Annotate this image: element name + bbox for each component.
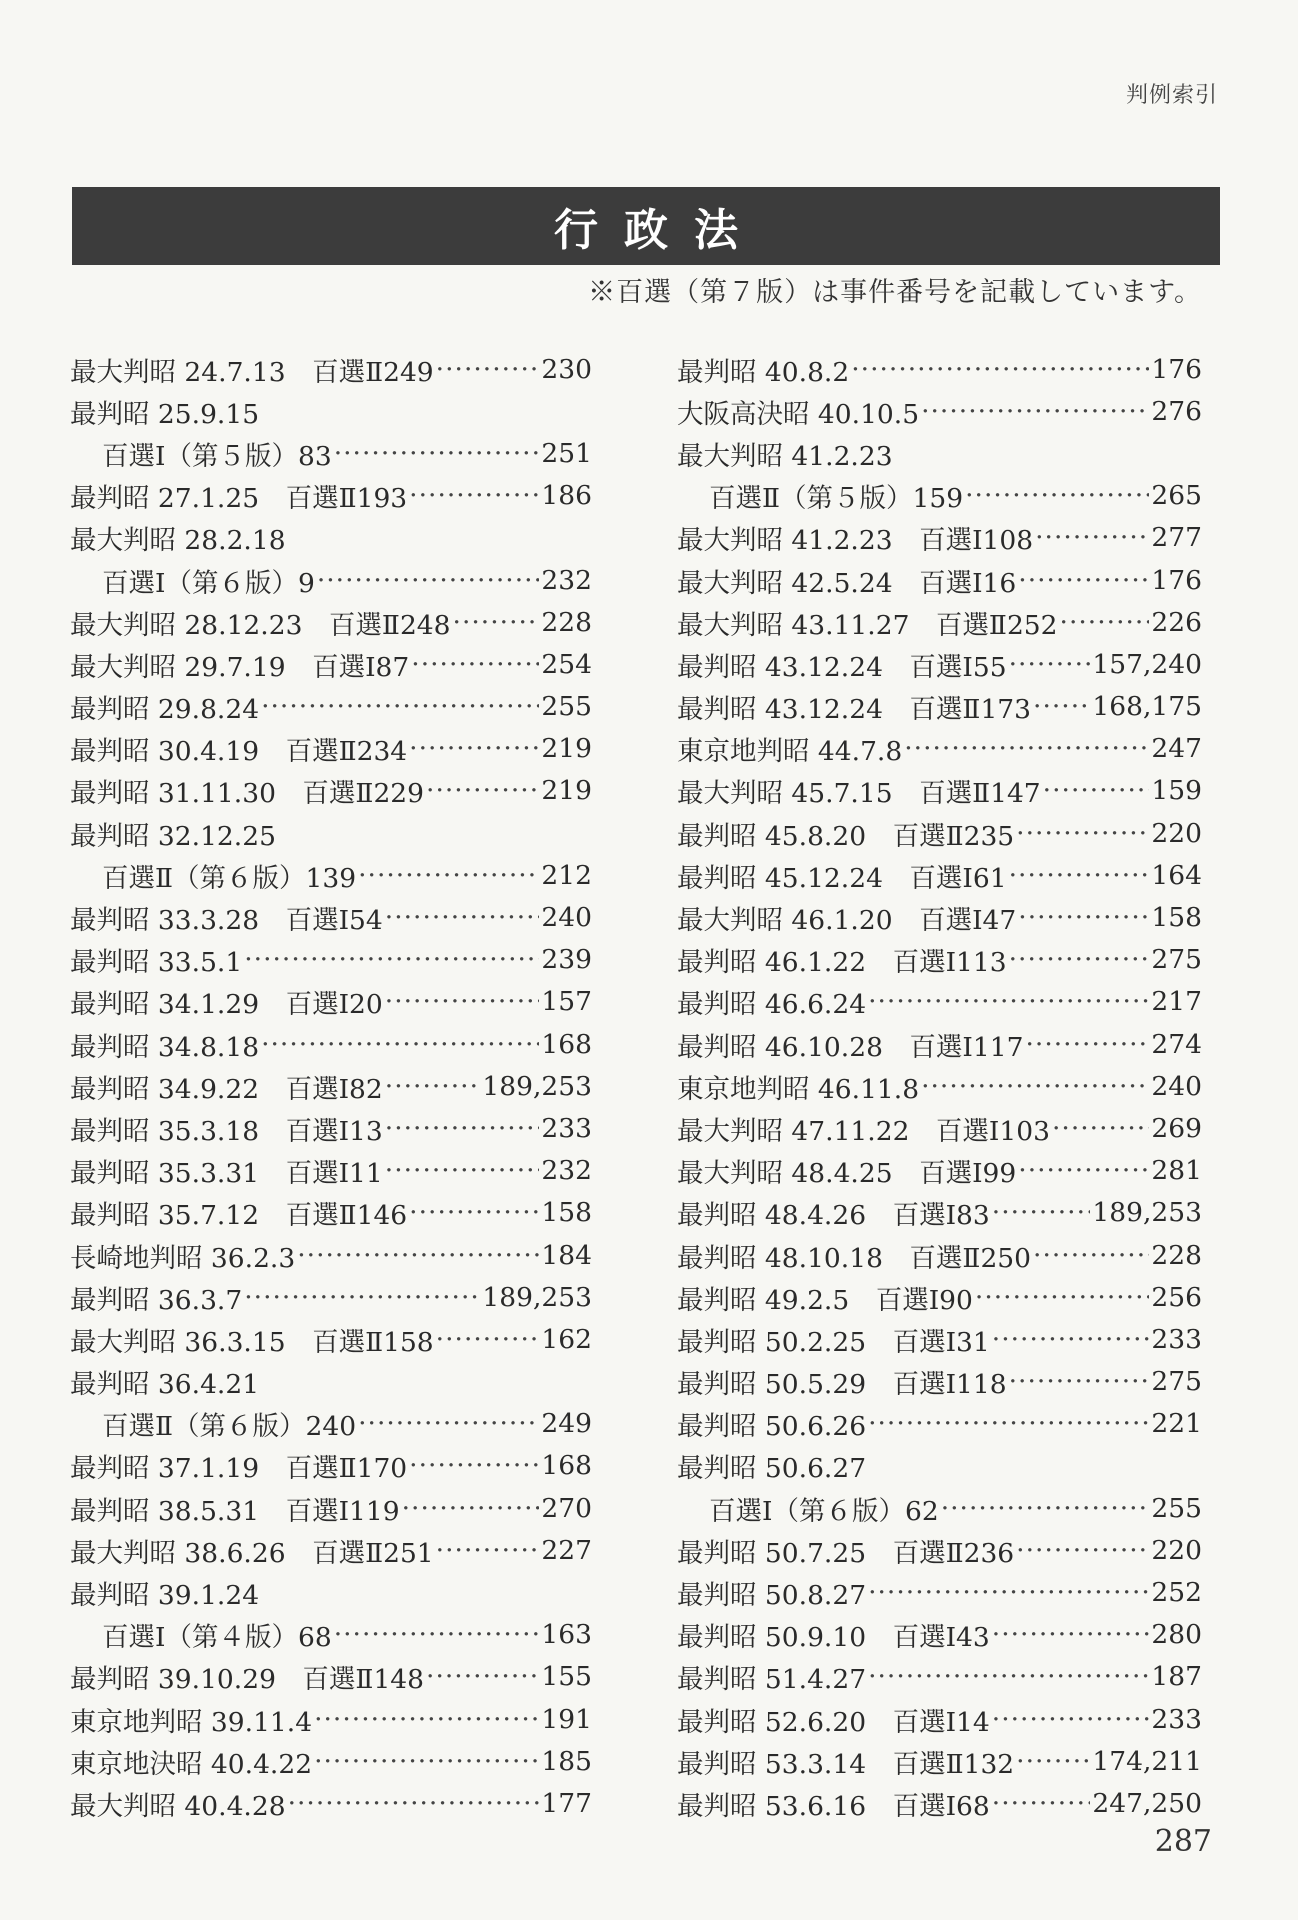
dot-leader xyxy=(314,1704,539,1735)
case-citation: 最判昭 50.6.27 xyxy=(677,1453,867,1485)
page-reference: 276 xyxy=(1151,395,1202,427)
dot-leader xyxy=(868,1661,1149,1692)
index-entry xyxy=(70,1487,592,1529)
index-entry xyxy=(70,517,592,559)
index-entry xyxy=(70,1107,592,1149)
case-citation: 最大判昭 29.7.19 百選Ⅰ87 xyxy=(70,651,410,683)
page-reference: 219 xyxy=(541,775,592,807)
case-citation: 百選Ⅰ（第４版）68 xyxy=(102,1622,332,1654)
case-citation: 最大判昭 43.11.27 百選Ⅱ252 xyxy=(677,609,1058,641)
dot-leader xyxy=(1025,1029,1149,1060)
case-citation: 最判昭 35.3.18 百選Ⅰ13 xyxy=(70,1115,383,1147)
dot-leader xyxy=(1016,1535,1149,1566)
page-reference: 159 xyxy=(1151,775,1202,807)
dot-leader xyxy=(965,480,1149,511)
case-citation: 百選Ⅰ（第５版）83 xyxy=(102,440,332,472)
dot-leader xyxy=(992,1619,1150,1650)
page-reference: 189,253 xyxy=(482,1281,592,1313)
case-citation: 最大判昭 41.2.23 百選Ⅰ108 xyxy=(677,525,1034,557)
dot-leader xyxy=(385,1071,481,1102)
case-citation: 最大判昭 36.3.15 百選Ⅱ158 xyxy=(70,1326,434,1358)
index-entry xyxy=(677,432,1202,474)
case-citation: 長崎地判昭 36.2.3 xyxy=(70,1242,296,1274)
index-entry xyxy=(70,1065,592,1107)
index-entry xyxy=(677,686,1202,728)
index-entry xyxy=(677,1107,1202,1149)
index-entry xyxy=(70,1782,592,1824)
dot-leader xyxy=(261,1029,539,1060)
index-entry xyxy=(70,1614,592,1656)
page-reference: 176 xyxy=(1151,564,1202,596)
dot-leader xyxy=(1009,944,1150,975)
case-citation: 最判昭 45.12.24 百選Ⅰ61 xyxy=(677,862,1007,894)
case-citation: 最判昭 31.11.30 百選Ⅱ229 xyxy=(70,778,425,810)
case-citation: 最判昭 38.5.31 百選Ⅰ119 xyxy=(70,1495,400,1527)
dot-leader xyxy=(409,1450,539,1481)
dot-leader xyxy=(411,649,539,680)
case-citation: 最判昭 27.1.25 百選Ⅱ193 xyxy=(70,483,408,515)
case-citation: 最判昭 34.8.18 xyxy=(70,1031,260,1063)
index-entry xyxy=(677,348,1202,390)
page-reference: 233 xyxy=(1151,1323,1202,1355)
index-entry xyxy=(677,1276,1202,1318)
page-reference: 269 xyxy=(1151,1112,1202,1144)
page-reference: 164 xyxy=(1151,859,1202,891)
page-reference: 191 xyxy=(541,1703,592,1735)
dot-leader xyxy=(868,986,1149,1017)
section-title-bar xyxy=(72,187,1220,265)
dot-leader xyxy=(436,1324,540,1355)
index-entry xyxy=(677,896,1202,938)
case-citation: 最判昭 36.3.7 xyxy=(70,1284,243,1316)
index-entry xyxy=(70,348,592,390)
case-citation: 最判昭 39.10.29 百選Ⅱ148 xyxy=(70,1664,425,1696)
index-entry xyxy=(677,601,1202,643)
page-reference: 247,250 xyxy=(1092,1787,1202,1819)
dot-leader xyxy=(385,986,540,1017)
case-citation: 最判昭 32.12.25 xyxy=(70,820,276,852)
dot-leader xyxy=(426,775,539,806)
case-citation: 最判昭 50.6.26 xyxy=(677,1411,867,1443)
page-reference: 247 xyxy=(1151,733,1202,765)
page-reference: 251 xyxy=(541,437,592,469)
index-entry xyxy=(70,1361,592,1403)
page-reference: 232 xyxy=(541,564,592,596)
dot-leader xyxy=(358,860,539,891)
index-entry xyxy=(677,517,1202,559)
page-reference: 240 xyxy=(1151,1070,1202,1102)
dot-leader xyxy=(941,1493,1150,1524)
case-citation: 東京地判昭 39.11.4 xyxy=(70,1706,313,1738)
index-entry xyxy=(70,981,592,1023)
page-reference: 255 xyxy=(541,691,592,723)
section-title: 行政法 xyxy=(554,205,764,256)
dot-leader xyxy=(1016,1746,1090,1777)
case-citation: 最大判昭 47.11.22 百選Ⅰ103 xyxy=(677,1115,1050,1147)
index-entry xyxy=(70,686,592,728)
index-entry xyxy=(70,1192,592,1234)
index-entry xyxy=(677,390,1202,432)
case-citation: 最判昭 49.2.5 百選Ⅰ90 xyxy=(677,1284,973,1316)
index-entry xyxy=(677,1656,1202,1698)
page-reference: 174,211 xyxy=(1092,1745,1202,1777)
page-reference: 265 xyxy=(1151,480,1202,512)
case-citation: 百選Ⅰ（第６版）9 xyxy=(102,567,315,599)
dot-leader xyxy=(436,354,540,385)
case-citation: 最判昭 50.5.29 百選Ⅰ118 xyxy=(677,1369,1007,1401)
index-entry xyxy=(677,1318,1202,1360)
index-entry xyxy=(70,601,592,643)
index-entry xyxy=(70,1445,592,1487)
case-citation: 最判昭 35.7.12 百選Ⅱ146 xyxy=(70,1200,408,1232)
dot-leader xyxy=(1060,607,1150,638)
case-citation: 最判昭 35.3.31 百選Ⅰ11 xyxy=(70,1158,383,1190)
page-reference: 189,253 xyxy=(1092,1197,1202,1229)
case-citation: 最判昭 33.3.28 百選Ⅰ54 xyxy=(70,905,383,937)
page-reference: 212 xyxy=(541,859,592,891)
index-entry xyxy=(70,1403,592,1445)
case-citation: 大阪高決昭 40.10.5 xyxy=(677,398,920,430)
dot-leader xyxy=(992,1324,1150,1355)
case-citation: 最大判昭 41.2.23 xyxy=(677,440,893,472)
dot-leader xyxy=(385,902,540,933)
dot-leader xyxy=(1009,860,1150,891)
index-entry xyxy=(70,390,592,432)
case-citation: 最判昭 43.12.24 百選Ⅰ55 xyxy=(677,651,1007,683)
page-reference: 274 xyxy=(1151,1028,1202,1060)
index-entry xyxy=(677,1614,1202,1656)
case-citation: 百選Ⅱ（第５版）159 xyxy=(709,483,964,515)
index-entry xyxy=(677,1487,1202,1529)
case-citation: 最判昭 39.1.24 xyxy=(70,1580,260,1612)
index-entry xyxy=(70,1698,592,1740)
page-reference: 255 xyxy=(1151,1492,1202,1524)
index-entry xyxy=(677,854,1202,896)
index-entry xyxy=(70,432,592,474)
dot-leader xyxy=(1009,1366,1150,1397)
index-entry xyxy=(677,1234,1202,1276)
case-citation: 最判昭 52.6.20 百選Ⅰ14 xyxy=(677,1706,990,1738)
case-citation: 最判昭 48.10.18 百選Ⅱ250 xyxy=(677,1242,1032,1274)
dot-leader xyxy=(1009,649,1091,680)
index-entry xyxy=(70,939,592,981)
page-reference: 158 xyxy=(1151,902,1202,934)
case-citation: 最判昭 53.6.16 百選Ⅰ68 xyxy=(677,1790,990,1822)
dot-leader xyxy=(261,691,539,722)
page-reference: 157,240 xyxy=(1092,648,1202,680)
dot-leader xyxy=(358,1408,539,1439)
case-citation: 最大判昭 42.5.24 百選Ⅰ16 xyxy=(677,567,1017,599)
dot-leader xyxy=(453,607,540,638)
index-entry xyxy=(677,1740,1202,1782)
index-entry xyxy=(70,1529,592,1571)
edition-note: ※百選（第７版）は事件番号を記載しています。 xyxy=(588,277,1202,308)
index-entry xyxy=(70,1276,592,1318)
dot-leader xyxy=(409,480,539,511)
index-entry xyxy=(677,1403,1202,1445)
page-reference: 280 xyxy=(1151,1619,1202,1651)
index-entry xyxy=(677,1782,1202,1824)
index-entry xyxy=(70,812,592,854)
dot-leader xyxy=(975,1282,1150,1313)
page-reference: 275 xyxy=(1151,1366,1202,1398)
page-reference: 163 xyxy=(541,1619,592,1651)
index-entry xyxy=(70,1318,592,1360)
case-citation: 百選Ⅰ（第６版）62 xyxy=(709,1495,939,1527)
dot-leader xyxy=(288,1788,540,1819)
dot-leader xyxy=(385,1113,540,1144)
page-reference: 228 xyxy=(541,606,592,638)
index-entry xyxy=(677,1150,1202,1192)
dot-leader xyxy=(1018,565,1149,596)
index-entry xyxy=(677,475,1202,517)
index-entry xyxy=(70,1571,592,1613)
case-citation: 最判昭 29.8.24 xyxy=(70,694,260,726)
dot-leader xyxy=(409,1197,539,1228)
dot-leader xyxy=(921,396,1149,427)
page-reference: 277 xyxy=(1151,522,1202,554)
page-reference: 226 xyxy=(1151,606,1202,638)
page-reference: 281 xyxy=(1151,1155,1202,1187)
page-reference: 239 xyxy=(541,944,592,976)
page-reference: 220 xyxy=(1151,817,1202,849)
index-entry xyxy=(677,812,1202,854)
dot-leader xyxy=(992,1704,1150,1735)
index-entry xyxy=(677,1529,1202,1571)
dot-leader xyxy=(409,733,539,764)
page-reference: 220 xyxy=(1151,1534,1202,1566)
dot-leader xyxy=(904,733,1149,764)
page-reference: 256 xyxy=(1151,1281,1202,1313)
case-citation: 最判昭 50.7.25 百選Ⅱ236 xyxy=(677,1537,1015,1569)
dot-leader xyxy=(426,1661,539,1692)
page-reference: 177 xyxy=(541,1787,592,1819)
index-entry xyxy=(677,1698,1202,1740)
case-citation: 東京地決昭 40.4.22 xyxy=(70,1748,313,1780)
dot-leader xyxy=(1035,522,1149,553)
page-number: 287 xyxy=(1154,1824,1212,1859)
index-entry xyxy=(677,559,1202,601)
page-reference: 227 xyxy=(541,1534,592,1566)
page-reference: 176 xyxy=(1151,353,1202,385)
dot-leader xyxy=(1043,775,1150,806)
page-reference: 219 xyxy=(541,733,592,765)
dot-leader xyxy=(868,1577,1149,1608)
dot-leader xyxy=(1033,691,1090,722)
page-reference: 187 xyxy=(1151,1661,1202,1693)
index-entry xyxy=(70,1740,592,1782)
dot-leader xyxy=(244,944,539,975)
page-reference: 270 xyxy=(541,1492,592,1524)
dot-leader xyxy=(868,1408,1149,1439)
dot-leader xyxy=(851,354,1149,385)
page-reference: 217 xyxy=(1151,986,1202,1018)
case-citation: 最判昭 34.1.29 百選Ⅰ20 xyxy=(70,989,383,1021)
page-reference: 168 xyxy=(541,1028,592,1060)
index-entry xyxy=(677,1361,1202,1403)
index-entry xyxy=(70,770,592,812)
page-reference: 233 xyxy=(541,1112,592,1144)
case-citation: 最判昭 50.9.10 百選Ⅰ43 xyxy=(677,1622,990,1654)
page-reference: 232 xyxy=(541,1155,592,1187)
dot-leader xyxy=(334,438,540,469)
case-citation: 最大判昭 28.2.18 xyxy=(70,525,286,557)
case-citation: 最大判昭 40.4.28 xyxy=(70,1790,286,1822)
index-column-right xyxy=(677,348,1202,1825)
page-reference: 221 xyxy=(1151,1408,1202,1440)
case-citation: 最判昭 45.8.20 百選Ⅱ235 xyxy=(677,820,1015,852)
case-citation: 最大判昭 24.7.13 百選Ⅱ249 xyxy=(70,356,434,388)
page-reference: 233 xyxy=(1151,1703,1202,1735)
dot-leader xyxy=(992,1197,1091,1228)
dot-leader xyxy=(297,1240,539,1271)
index-entry xyxy=(70,854,592,896)
case-citation: 最判昭 40.8.2 xyxy=(677,356,850,388)
index-entry xyxy=(70,896,592,938)
index-entry xyxy=(70,1234,592,1276)
case-citation: 百選Ⅱ（第６版）240 xyxy=(102,1411,357,1443)
index-entry xyxy=(70,643,592,685)
case-citation: 最判昭 25.9.15 xyxy=(70,398,260,430)
case-citation: 東京地判昭 46.11.8 xyxy=(677,1073,920,1105)
page-reference: 168,175 xyxy=(1092,691,1202,723)
case-citation: 最判昭 36.4.21 xyxy=(70,1369,260,1401)
page-reference: 168 xyxy=(541,1450,592,1482)
dot-leader xyxy=(992,1788,1091,1819)
index-entry xyxy=(677,1065,1202,1107)
index-entry xyxy=(70,559,592,601)
page-reference: 157 xyxy=(541,986,592,1018)
page-reference: 162 xyxy=(541,1323,592,1355)
index-entry xyxy=(70,1150,592,1192)
dot-leader xyxy=(244,1282,480,1313)
case-citation: 最判昭 30.4.19 百選Ⅱ234 xyxy=(70,736,408,768)
case-citation: 最判昭 46.10.28 百選Ⅰ117 xyxy=(677,1031,1024,1063)
dot-leader xyxy=(402,1493,540,1524)
dot-leader xyxy=(1052,1113,1149,1144)
case-citation: 最判昭 48.4.26 百選Ⅰ83 xyxy=(677,1200,990,1232)
index-column-left xyxy=(70,348,592,1825)
page-reference: 254 xyxy=(541,648,592,680)
case-citation: 最判昭 46.1.22 百選Ⅰ113 xyxy=(677,947,1007,979)
case-citation: 東京地判昭 44.7.8 xyxy=(677,736,903,768)
page-reference: 228 xyxy=(1151,1239,1202,1271)
case-citation: 最判昭 46.6.24 xyxy=(677,989,867,1021)
case-citation: 最判昭 50.8.27 xyxy=(677,1580,867,1612)
page-reference: 185 xyxy=(541,1745,592,1777)
dot-leader xyxy=(314,1746,539,1777)
page-reference: 186 xyxy=(541,480,592,512)
case-citation: 百選Ⅱ（第６版）139 xyxy=(102,862,357,894)
dot-leader xyxy=(1018,902,1149,933)
index-entry xyxy=(677,939,1202,981)
index-entry xyxy=(677,770,1202,812)
case-citation: 最判昭 33.5.1 xyxy=(70,947,243,979)
case-citation: 最判昭 43.12.24 百選Ⅱ173 xyxy=(677,694,1032,726)
dot-leader xyxy=(334,1619,540,1650)
dot-leader xyxy=(1016,818,1149,849)
index-entry xyxy=(70,1023,592,1065)
index-entry xyxy=(677,981,1202,1023)
case-citation: 最大判昭 28.12.23 百選Ⅱ248 xyxy=(70,609,451,641)
page-reference: 275 xyxy=(1151,944,1202,976)
dot-leader xyxy=(1033,1240,1149,1271)
case-citation: 最大判昭 48.4.25 百選Ⅰ99 xyxy=(677,1158,1017,1190)
page-reference: 252 xyxy=(1151,1577,1202,1609)
page-reference: 240 xyxy=(541,902,592,934)
case-citation: 最大判昭 45.7.15 百選Ⅱ147 xyxy=(677,778,1041,810)
dot-leader xyxy=(921,1071,1149,1102)
case-citation: 最判昭 50.2.25 百選Ⅰ31 xyxy=(677,1326,990,1358)
dot-leader xyxy=(317,565,540,596)
index-entry xyxy=(677,728,1202,770)
case-citation: 最判昭 37.1.19 百選Ⅱ170 xyxy=(70,1453,408,1485)
running-head: 判例索引 xyxy=(1125,83,1218,108)
case-citation: 最判昭 51.4.27 xyxy=(677,1664,867,1696)
page-reference: 249 xyxy=(541,1408,592,1440)
case-citation: 最判昭 34.9.22 百選Ⅰ82 xyxy=(70,1073,383,1105)
case-citation: 最大判昭 38.6.26 百選Ⅱ251 xyxy=(70,1537,434,1569)
page-reference: 158 xyxy=(541,1197,592,1229)
page-reference: 230 xyxy=(541,353,592,385)
page-reference: 184 xyxy=(541,1239,592,1271)
index-entry xyxy=(70,728,592,770)
page-reference: 155 xyxy=(541,1661,592,1693)
case-citation: 最判昭 53.3.14 百選Ⅱ132 xyxy=(677,1748,1015,1780)
dot-leader xyxy=(385,1155,540,1186)
index-entry xyxy=(677,1571,1202,1613)
index-entry xyxy=(70,475,592,517)
index-entry xyxy=(677,1023,1202,1065)
index-entry xyxy=(677,1445,1202,1487)
index-entry xyxy=(677,1192,1202,1234)
dot-leader xyxy=(1018,1155,1149,1186)
index-entry xyxy=(70,1656,592,1698)
dot-leader xyxy=(436,1535,540,1566)
case-citation: 最大判昭 46.1.20 百選Ⅰ47 xyxy=(677,905,1017,937)
page-reference: 189,253 xyxy=(482,1070,592,1102)
index-entry xyxy=(677,643,1202,685)
